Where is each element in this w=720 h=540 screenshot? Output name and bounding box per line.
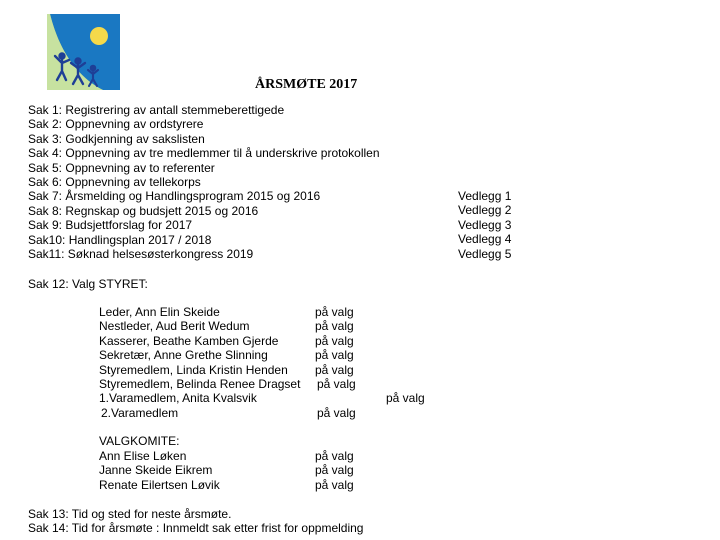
agenda-item: Sak 4: Oppnevning av tre medlemmer til å underskrive protokollen	[28, 146, 380, 161]
election-status: på valg	[315, 319, 354, 333]
attachment-label: Vedlegg 5	[458, 246, 512, 261]
attachment-list	[458, 189, 511, 261]
agenda-item: Sak 9: Budsjettforslag for 2017	[28, 218, 193, 233]
committee-member-name: Renate Eilertsen Løvik	[99, 478, 220, 492]
election-status: på valg	[315, 478, 354, 492]
agenda-item: Sak 6: Oppnevning av tellekorps	[28, 174, 201, 189]
agenda-item: Sak 8: Regnskap og budsjett 2015 og 2016	[28, 203, 259, 218]
election-status: på valg	[317, 406, 356, 420]
agenda-item: Sak10: Handlingsplan 2017 / 2018	[28, 232, 212, 247]
valgkomite-heading: VALGKOMITE:	[99, 434, 180, 448]
member-name: Styremedlem, Belinda Renee Dragset	[99, 377, 301, 391]
election-status: på valg	[315, 334, 354, 348]
organization-logo	[47, 14, 120, 90]
page-title: ÅRSMØTE 2017	[255, 77, 358, 92]
election-status: på valg	[315, 449, 354, 463]
agenda-list	[28, 103, 380, 261]
election-status: på valg	[315, 363, 354, 377]
agenda-item: Sak11: Søknad helsesøsterkongress 2019	[28, 246, 254, 261]
member-name: 1.Varamedlem, Anita Kvalsvik	[99, 391, 257, 405]
agenda-item: Sak 1: Registrering av antall stemmeberettigede	[28, 103, 285, 117]
agenda-item: Sak 2: Oppnevning av ordstyrere	[28, 117, 204, 132]
sak-14: Sak 14: Tid for årsmøte : Innmeldt sak etter frist for oppmelding	[28, 521, 364, 535]
committee-member-name: Janne Skeide Eikrem	[99, 463, 213, 477]
attachment-label: Vedlegg 1	[458, 189, 512, 203]
member-name: Styremedlem, Linda Kristin Henden	[99, 363, 288, 377]
election-status: på valg	[317, 377, 356, 391]
election-status: på valg	[315, 348, 354, 362]
agenda-item: Sak 7: Årsmelding og Handlingsprogram 2015 og 2016	[28, 189, 321, 204]
member-name: Nestleder, Aud Berit Wedum	[99, 319, 250, 333]
valg-heading: Sak 12: Valg STYRET:	[28, 277, 148, 291]
attachment-label: Vedlegg 2	[458, 203, 512, 218]
election-status: på valg	[386, 391, 425, 405]
agenda-item: Sak 5: Oppnevning av to referenter	[28, 160, 215, 175]
member-name: Kasserer, Beathe Kamben Gjerde	[99, 334, 279, 348]
member-name: Leder, Ann Elin Skeide	[99, 305, 220, 319]
sak-13: Sak 13: Tid og sted for neste årsmøte.	[28, 507, 232, 521]
people-logo-icon	[47, 14, 120, 90]
attachment-label: Vedlegg 4	[458, 232, 512, 247]
agenda-item: Sak 3: Godkjenning av sakslisten	[28, 131, 205, 146]
member-name: 2.Varamedlem	[101, 406, 179, 420]
member-name: Sekretær, Anne Grethe Slinning	[99, 348, 268, 362]
election-status: på valg	[315, 463, 354, 477]
election-status: på valg	[315, 305, 354, 319]
committee-member-name: Ann Elise Løken	[99, 449, 187, 463]
attachment-label: Vedlegg 3	[458, 217, 512, 232]
